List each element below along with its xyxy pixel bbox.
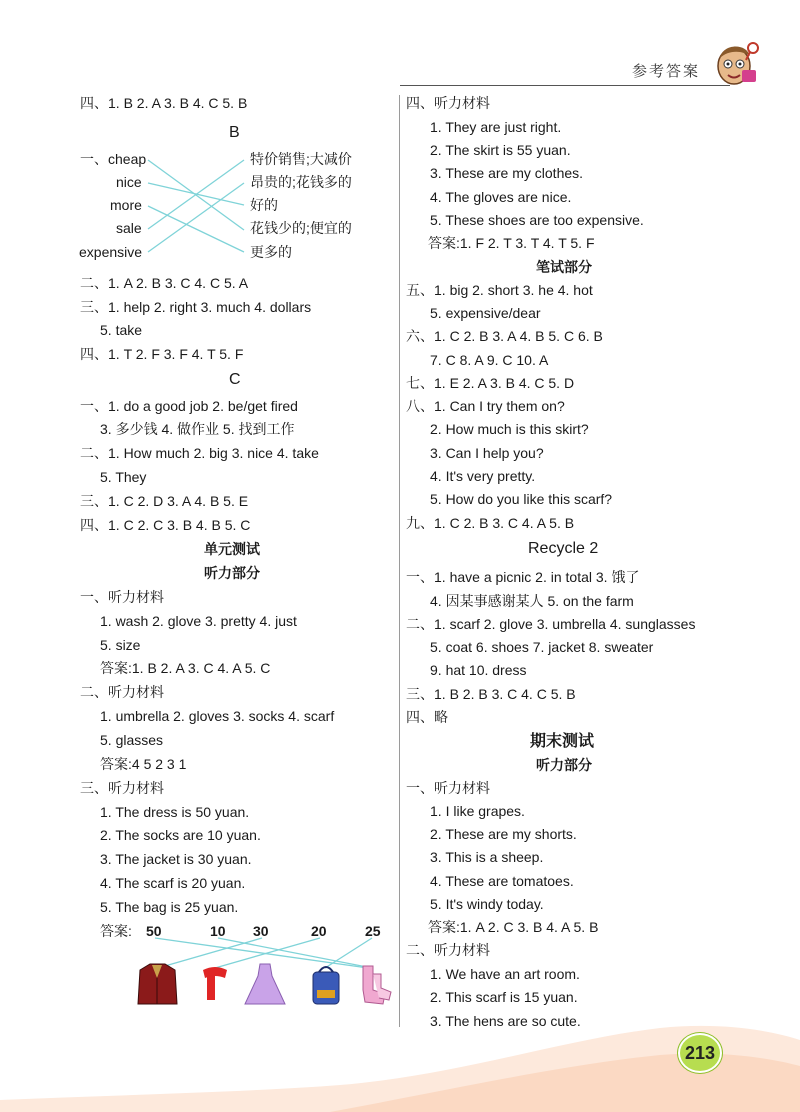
answer-line: 二、听力材料 xyxy=(406,942,490,958)
answer-line: 1. We have an art room. xyxy=(430,966,580,982)
answer-line: 5. It's windy today. xyxy=(430,896,544,912)
answer-line: 1. I like grapes. xyxy=(430,803,525,819)
answer-line: 六、1. C 2. B 3. A 4. B 5. C 6. B xyxy=(406,328,603,344)
answer-line: 7. C 8. A 9. C 10. A xyxy=(430,352,549,368)
answer-line: 答案:4 5 2 3 1 xyxy=(100,756,187,772)
answer-line: 2. This scarf is 15 yuan. xyxy=(430,989,578,1005)
answer-line: 9. hat 10. dress xyxy=(430,662,527,678)
match-line-cheap xyxy=(148,160,244,230)
answer-line: 四、1. B 2. A 3. B 4. C 5. B xyxy=(80,95,248,111)
answer-line: 四、略 xyxy=(406,709,448,725)
answer-line: 4. 因某事感谢某人 5. on the farm xyxy=(430,593,634,609)
section-heading-written: 笔试部分 xyxy=(536,259,592,275)
answer-line: 答案:1. A 2. C 3. B 4. A 5. B xyxy=(428,919,599,935)
match-line-sale xyxy=(148,160,244,229)
answer-line: 2. The skirt is 55 yuan. xyxy=(430,142,571,158)
match-meaning: 更多的 xyxy=(250,244,292,260)
answer-line: 九、1. C 2. B 3. C 4. A 5. B xyxy=(406,515,575,531)
answer-line: 一、听力材料 xyxy=(80,589,164,605)
section-heading-listening-final: 听力部分 xyxy=(536,757,592,773)
answer-line: 三、1. help 2. right 3. much 4. dollars xyxy=(80,299,312,315)
section-heading-recycle: Recycle 2 xyxy=(528,540,599,557)
answer-line: 5. How do you like this scarf? xyxy=(430,491,613,507)
answer-line: 二、1. A 2. B 3. C 4. C 5. A xyxy=(80,275,249,291)
answer-line: 1. umbrella 2. gloves 3. socks 4. scarf xyxy=(100,708,335,724)
dress-icon xyxy=(245,964,285,1004)
header-title: 参考答案 xyxy=(632,63,701,80)
answer-line: 三、1. C 2. D 3. A 4. B 5. E xyxy=(80,493,249,509)
match-meaning: 好的 xyxy=(250,197,278,213)
answer-line: 一、1. have a picnic 2. in total 3. 饿了 xyxy=(406,569,640,585)
answer-line: 4. It's very pretty. xyxy=(430,468,536,484)
answer-line: 5. glasses xyxy=(100,732,164,748)
match-line-expensive xyxy=(148,183,244,252)
answer-line: 5. coat 6. shoes 7. jacket 8. sweater xyxy=(430,639,654,655)
price-label: 50 xyxy=(146,923,162,939)
answer-line: 5. These shoes are too expensive. xyxy=(430,212,644,228)
answer-line: 1. They are just right. xyxy=(430,119,562,135)
match-word: 一、cheap xyxy=(80,151,147,167)
answer-line: 3. This is a sheep. xyxy=(430,849,544,865)
clothing-pictures xyxy=(135,960,395,1010)
price-label: 30 xyxy=(253,923,269,939)
section-heading-c: C xyxy=(229,371,241,388)
answer-label: 答案: xyxy=(100,923,132,939)
answer-line: 5. The bag is 25 yuan. xyxy=(100,899,239,915)
answer-line: 四、听力材料 xyxy=(406,95,490,111)
answer-line: 答案:1. B 2. A 3. C 4. A 5. C xyxy=(100,660,271,676)
answer-line: 5. size xyxy=(100,637,141,653)
answer-line: 四、1. T 2. F 3. F 4. T 5. F xyxy=(80,346,244,362)
header-rule xyxy=(400,85,730,86)
answer-line: 3. These are my clothes. xyxy=(430,165,584,181)
answer-line: 二、听力材料 xyxy=(80,684,164,700)
answer-line: 2. These are my shorts. xyxy=(430,826,577,842)
answer-line: 一、1. do a good job 2. be/get fired xyxy=(80,398,298,414)
column-divider xyxy=(399,95,400,1027)
answer-line: 一、听力材料 xyxy=(406,780,490,796)
jacket-icon xyxy=(138,964,177,1004)
answer-line: 4. The gloves are nice. xyxy=(430,189,572,205)
answer-line: 5. expensive/dear xyxy=(430,305,541,321)
answer-line: 五、1. big 2. short 3. he 4. hot xyxy=(406,282,593,298)
answer-line: 3. 多少钱 4. 做作业 5. 找到工作 xyxy=(100,421,295,437)
section-heading-b: B xyxy=(229,124,240,141)
scarf-icon xyxy=(203,967,227,1004)
answer-line: 二、1. scarf 2. glove 3. umbrella 4. sunglasses xyxy=(406,616,696,632)
match-word: expensive xyxy=(79,244,143,260)
answer-line: 1. wash 2. glove 3. pretty 4. just xyxy=(100,613,297,629)
price-label: 20 xyxy=(311,923,327,939)
answer-line: 2. The socks are 10 yuan. xyxy=(100,827,261,843)
answer-line: 2. How much is this skirt? xyxy=(430,421,589,437)
section-heading-listening: 听力部分 xyxy=(204,565,260,581)
answer-line: 1. The dress is 50 yuan. xyxy=(100,804,250,820)
socks-icon xyxy=(363,966,391,1004)
match-word: sale xyxy=(116,220,142,236)
answer-line: 三、听力材料 xyxy=(80,780,164,796)
answer-line: 三、1. B 2. B 3. C 4. C 5. B xyxy=(406,686,576,702)
answer-line: 3. The hens are so cute. xyxy=(430,1013,581,1029)
mascot-icon xyxy=(712,36,762,92)
match-word: nice xyxy=(116,174,142,190)
answer-line: 4. These are tomatoes. xyxy=(430,873,574,889)
answer-line: 5. take xyxy=(100,322,143,338)
answer-line: 5. They xyxy=(100,469,147,485)
section-heading-final-test: 期末测试 xyxy=(530,733,595,750)
match-meaning: 特价销售;大减价 xyxy=(250,151,352,167)
bag-icon xyxy=(313,967,339,1004)
answer-line: 4. The scarf is 20 yuan. xyxy=(100,875,246,891)
match-meaning: 昂贵的;花钱多的 xyxy=(250,174,352,190)
match-word: more xyxy=(110,197,142,213)
answer-line: 3. Can I help you? xyxy=(430,445,544,461)
answer-line: 3. The jacket is 30 yuan. xyxy=(100,851,252,867)
price-label: 10 xyxy=(210,923,226,939)
answer-line: 四、1. C 2. C 3. B 4. B 5. C xyxy=(80,517,251,533)
answer-line: 答案:1. F 2. T 3. T 4. T 5. F xyxy=(428,235,595,251)
answer-line: 七、1. E 2. A 3. B 4. C 5. D xyxy=(406,375,575,391)
page-number-badge: 213 xyxy=(678,1033,722,1073)
match-line-nice xyxy=(148,183,244,205)
section-heading-unit-test: 单元测试 xyxy=(204,541,260,557)
match-line-more xyxy=(148,206,244,252)
answer-line: 二、1. How much 2. big 3. nice 4. take xyxy=(80,445,319,461)
answer-line: 八、1. Can I try them on? xyxy=(406,398,565,414)
price-label: 25 xyxy=(365,923,381,939)
match-meaning: 花钱少的;便宜的 xyxy=(250,220,352,236)
